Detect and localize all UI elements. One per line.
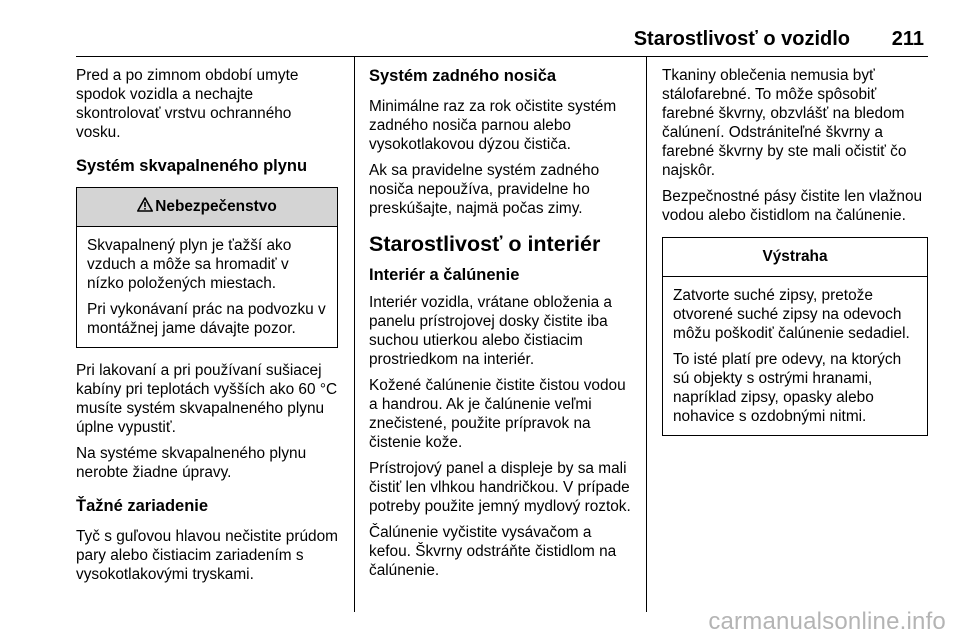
intro-paragraph: Pred a po zimnom období umyte spodok vozidla a nechajte skontrolovať vrstvu ochranného vosku.: [76, 67, 299, 141]
column-left: [76, 66, 338, 591]
page-number: 211: [891, 28, 924, 50]
warning-triangle-icon: [137, 197, 153, 212]
heading-interior-care: Starostlivosť o interiér: [369, 232, 601, 256]
heading-rear-carrier: Systém zadného nosiča: [369, 67, 557, 85]
column-divider: [646, 56, 647, 612]
column-right: [662, 66, 928, 449]
interior-paragraph: Prístrojový panel a displeje by sa mali čistiť len vlhkou handričkou. V prípade potreby použite jemný mydlový roztok.: [369, 460, 631, 515]
subheading-interior-upholstery: Interiér a čalúnenie: [369, 266, 520, 284]
danger-box-title: Nebezpečenstvo: [155, 198, 277, 215]
heading-tow-hitch: Ťažné zariadenie: [76, 497, 209, 515]
caution-box: [662, 237, 928, 436]
caution-box-body: [663, 277, 927, 435]
caution-paragraph: Zatvorte suché zipsy, pretože otvorené suché zipsy na odevoch môžu poškodiť čalúnenie sedadiel.: [673, 287, 910, 342]
watermark-text: carmanualsonline.info: [708, 608, 946, 635]
column-middle: [369, 66, 635, 587]
page-title: Starostlivosť o vozidlo: [633, 28, 850, 50]
tow-paragraph: Tyč s guľovou hlavou nečistite prúdom pary alebo čistiacim zariadením s vysokotlakovými tryskami.: [76, 528, 338, 583]
page-header: [76, 22, 928, 57]
caution-box-title: Výstraha: [663, 238, 927, 277]
danger-paragraph: Skvapalnený plyn je ťažší ako vzduch a môže sa hromadiť v nízko položených miestach.: [87, 237, 292, 292]
caution-paragraph: To isté platí pre odevy, na ktorých sú objekty s ostrými hranami, napríklad zipsy, opasky alebo nohavice s ozdobnými nitmi.: [673, 351, 902, 425]
paint-paragraph: Pri lakovaní a pri používaní sušiacej kabíny pri teplotách vyšších ako 60 °C musíte systém skvapalneného plynu úplne vypustiť.: [76, 362, 338, 436]
column-divider: [354, 56, 355, 612]
danger-box-body: [77, 227, 337, 347]
no-adjust-paragraph: Na systéme skvapalneného plynu nerobte žiadne úpravy.: [76, 445, 307, 481]
danger-paragraph: Pri vykonávaní prác na podvozku v montážnej jame dávajte pozor.: [87, 301, 326, 337]
interior-paragraph: Interiér vozidla, vrátane obloženia a panelu prístrojovej dosky čistite iba suchou utierkou alebo čistiacim prostriedkom na interiér.: [369, 294, 612, 368]
rack-paragraph: Ak sa pravidelne systém zadného nosiča nepoužíva, pravidelne ho preskúšajte, najmä počas zimy.: [369, 162, 600, 217]
danger-box: [76, 187, 338, 348]
seatbelt-paragraph: Bezpečnostné pásy čistite len vlažnou vodou alebo čistidlom na čalúnenie.: [662, 188, 923, 224]
fabric-paragraph: Tkaniny oblečenia nemusia byť stálofarebné. To môže spôsobiť farebné škvrny, obzvlášť na bledom čalúnení. Odstrániteľné škvrny a farebné škvrny by ste mali očistiť čo najskôr.: [662, 67, 907, 179]
heading-lpg-system: Systém skvapalneného plynu: [76, 157, 308, 175]
interior-paragraph: Kožené čalúnenie čistite čistou vodou a handrou. Ak je čalúnenie veľmi znečistené, použite prípravok na čistenie kože.: [369, 377, 626, 451]
rack-paragraph: Minimálne raz za rok očistite systém zadného nosiča parnou alebo vysokotlakovou dýzou čističa.: [369, 98, 617, 153]
interior-paragraph: Čalúnenie vyčistite vysávačom a kefou. Škvrny odstráňte čistidlom na čalúnenie.: [369, 524, 617, 579]
danger-box-header: [77, 188, 337, 227]
